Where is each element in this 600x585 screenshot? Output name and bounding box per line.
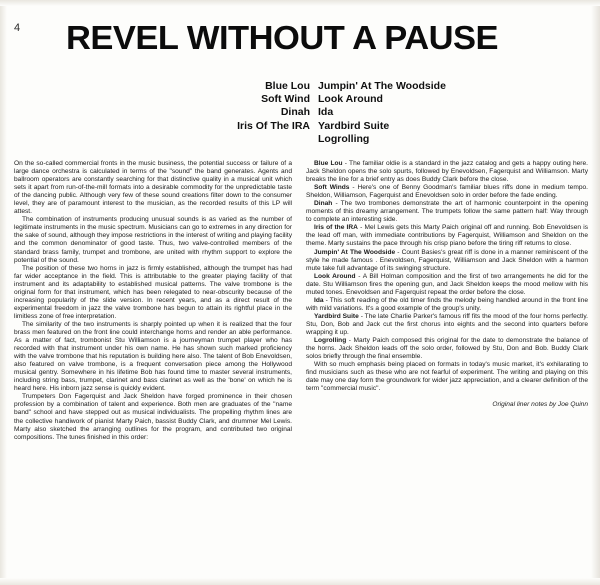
track-note bbox=[306, 313, 588, 337]
track-item: Blue Lou bbox=[265, 80, 310, 92]
track-note bbox=[306, 249, 588, 273]
track-item: Soft Wind bbox=[261, 93, 310, 106]
track-note bbox=[306, 273, 588, 297]
track-note-title: Soft Winds bbox=[314, 184, 350, 192]
track-note-title: Logrolling bbox=[314, 337, 347, 345]
liner-notes-credit: Original liner notes by Joe Quinn bbox=[492, 401, 588, 409]
track-item: Ida bbox=[318, 106, 334, 119]
track-note-title: Iris of the IRA bbox=[314, 224, 358, 232]
scan-edge-top bbox=[0, 0, 600, 6]
body-paragraph: The combination of instruments producing unusual sounds is as varied as the number of legitimate instruments in the music spectrum. Musicians can go to extremes in any direction for the sake of sound, although they impose restrictions in the interest of writing and playing facility and the common denominator of good taste. Thus, two valve-controlled members of the standard brass family, trumpet and trombone, are united with rhythm support to explore the potential of the sound. bbox=[14, 216, 292, 264]
track-note-text: - Count Basies's great riff is done in a manner reminiscent of the style he made famous . Enevoldsen, Fagerquist, Williamson and Jack Sheldon with a harmon mute take full advantage of its swinging structure. bbox=[306, 248, 588, 272]
track-note bbox=[306, 200, 588, 224]
track-note-text: - The two trombones demonstrate the art of harmonic counterpoint in the opening moments of this dreamy arrangement. The trumpets follow the same pattern half: Way through to complete an interesting side. bbox=[306, 200, 588, 224]
track-listing-column-right bbox=[318, 80, 518, 146]
track-item: Yardbird Suite bbox=[318, 119, 390, 132]
track-note-text: - Marty Paich composed this original for the date to demonstrate the balance of the horns. Jack Sheldon leads off the solo order, followed by Stu, Don and Bob. Buddy Clark solos briefly through the final ensemble. bbox=[306, 337, 588, 361]
track-note-title: Dinah bbox=[314, 200, 333, 208]
track-note-title: Ida bbox=[314, 296, 324, 304]
track-item: Dinah bbox=[280, 106, 310, 119]
track-note-text: - Here's one of Benny Goodman's familiar blues riffs done in medium tempo. Sheldon, Williamson, Fagerquist and Enevoldsen solo in order before the fade ending. bbox=[306, 184, 588, 200]
track-note-title: Yardbird Suite bbox=[314, 312, 359, 320]
track-note-title: Look Around bbox=[314, 272, 356, 280]
body-paragraph: Trumpeters Don Fagerquist and Jack Sheldon have forged prominence in their chosen profession by a combination of talent and experience. Both men are graduates of the "name band" school and have stepped out as musical individualists. The propelling rhythm lines are the collective handiwork of pianist Marty Paich, bassist Buddy Clark, and drummer Mel Lewis. Marty also sketched the arranging outlines for the program, and contributed two original compositions. The tunes finished in this order: bbox=[14, 393, 292, 441]
closing-paragraph: With so much emphasis being placed on formats in today's music market, it's exhilarating to find musicians such as these who are not fearful of experiment. The writing and playing on this date may one day form the groundwork for wider jazz appreciation, and a clearer definition of the term "commercial music". bbox=[306, 361, 588, 393]
body-paragraph: The similarity of the two instruments is sharply pointed up when it is realized that the four brass men featured on the front line could interchange horns and render an able performance. As a matter of fact, trombonist Stu Williamson is a journeyman trumpet player who has recorded with that instrument under his own name. He has shown such marked proficiency with the valve trombone that his reputation is building here also. The talent of Bob Enevoldsen, also featured on valve trombone, is a frequent conversation piece among the Hollywood musical gentry. Somewhere in his lifetime Bob has found time to master several instruments, including string bass, trumpet, clarinet and bass clarinet as well as the 'bone' on which he is heard here. His inborn jazz sense is quickly evident. bbox=[14, 320, 292, 393]
body-paragraph: On the so-called commercial fronts in the music business, the potential success or failure of a large dance orchestra is calculated in terms of the "sound" the band generates. Agents and ballroom operators are constantly searching for that distinctive quality in a musical unit which sets it apart from run-of-the-mill formats into a desirable commodity for the unpredictable taste of the dancing public. Although very few of these sound creations filter down to the consumer level, they are of paramount interest to the musician, as the recorded results of this LP will attest. bbox=[14, 160, 292, 216]
track-note-text: - This soft reading of the old timer finds the melody being handled around in the front line with mild variations. It's a good example of the group's unity. bbox=[306, 296, 588, 312]
track-item: Jumpin' At The Woodside bbox=[318, 80, 446, 92]
track-item: Look Around bbox=[318, 93, 383, 106]
track-note-title: Blue Lou bbox=[314, 160, 343, 167]
track-note bbox=[306, 297, 588, 313]
track-listing bbox=[0, 80, 600, 148]
track-note-text: - The familiar oldie is a standard in the jazz catalog and gets a happy outing here. Jack Sheldon opens the solo spurts, followed by Enevoldsen, Fagerquist and Williamson. Marty breaks the line for a brief entry as does Buddy Clark before the close. bbox=[306, 160, 588, 184]
track-note-title: Jumpin' At The Woodside bbox=[314, 248, 396, 256]
track-note bbox=[306, 184, 588, 200]
track-note bbox=[306, 160, 588, 184]
body-column-left bbox=[14, 160, 292, 442]
track-note-text: - The late Charlie Parker's famous riff fits the mood of the four horns perfectly. Stu, Don, Bob and Jack cut the first chorus into eights and the second into quarters before wrapping it up. bbox=[306, 312, 588, 336]
track-listing-column-left bbox=[190, 80, 310, 133]
page-number: 4 bbox=[14, 22, 21, 34]
track-item: Iris Of The IRA bbox=[237, 119, 310, 132]
scan-edge-bottom bbox=[0, 578, 600, 585]
track-note-text: - A Bill Holman composition and the first of two arrangements he did for the date. Stu Williamson fires the opening gun, and Jack Sheldon keeps the mood mellow with his muted tones. Enevoldsen and Fagerquist repeat the order before the close. bbox=[306, 272, 588, 296]
track-note bbox=[306, 224, 588, 248]
track-note-text: - Mel Lewis gets this Marty Paich original off and running. Bob Enevoldsen is the lead off man, with immediate contributions by Fagerquist, Williamson and Sheldon on the theme. Marty sustains the pace through his crisp piano before the tiring riff returns to close. bbox=[306, 224, 589, 248]
page-title: REVEL WITHOUT A PAUSE bbox=[66, 20, 499, 57]
track-note bbox=[306, 337, 588, 361]
body-paragraph: The position of these two horns in jazz is firmly established, although the trumpet has had far wider acceptance in the field. This is attributable to the greater playing facility of that instrument and its adaptability to established musical patterns. The valve trombone is the original form for that instrument, which has been relegated to near-obscurity because of the increasing popularity of the slide version. In recent years, and as a direct result of the experimental freedom in jazz the valve trombone has begun to attain its rightful place in the limitless zone of free interpretation. bbox=[14, 264, 292, 320]
track-item: Logrolling bbox=[318, 132, 370, 145]
body-column-right bbox=[306, 160, 588, 409]
